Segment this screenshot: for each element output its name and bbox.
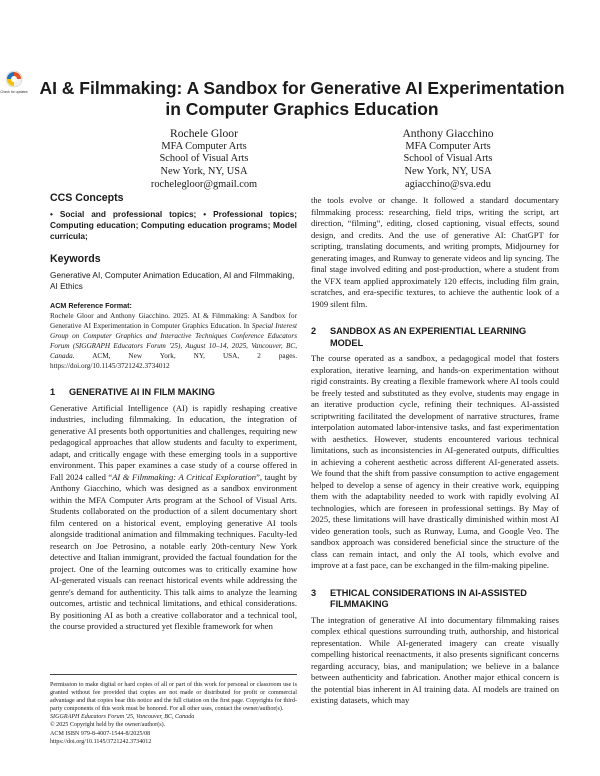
copyright-venue: SIGGRAPH Educators Forum '25, Vancouver, BC, Canada [50, 714, 195, 721]
course-title: AI & Filmmaking: A Critical Exploration [112, 471, 257, 482]
acm-ref-line2[interactable]: ACM, New York, NY, USA, 2 pages. https://doi.org/10.1145/3721242.3734012 [50, 352, 297, 371]
section-3-body: The integration of generative AI into documentary filmmaking raises complex ethical questions surrounding truth, authorship, and historical representation. While AI-generated imagery can create visually compelling historical reenactments, it also presents significant concerns regarding accuracy, bias, and manipulation; we believe in a balance between authenticity and fabrication. Another major ethical concern is the potential bias inherent in AI training data. AI models are trained on existing datasets, which may [311, 614, 559, 706]
badge-center [11, 76, 17, 82]
badge-label: Check for updates [0, 90, 28, 94]
keywords-text: Generative AI, Computer Animation Education, AI and Filmmaking, AI Ethics [50, 269, 295, 291]
paper-title: AI & Filmmaking: A Sandbox for Generative AI Experimentation in Computer Graphics Education [39, 78, 565, 119]
copyright-holder: © 2025 Copyright held by the owner/author(s). [50, 722, 166, 729]
author-email[interactable]: rochelegloor@gmail.com [150, 178, 258, 190]
section-title: SANDBOX AS AN EXPERIENTIAL LEARNING MODEL [330, 326, 527, 348]
section-number: 1 [50, 387, 56, 398]
acm-ref-line1: Rochele Gloor and Anthony Giacchino. 2025. AI & Filmmaking: A Sandbox for Generative AI Experimentation in Computer Graphics Education. In [50, 311, 297, 330]
copyright-block [50, 674, 297, 746]
author-location: New York, NY, USA [160, 166, 248, 178]
author-dept: MFA Computer Arts [405, 140, 491, 152]
s1-part1: Generative Artificial Intelligence (AI) is rapidly reshaping creative industries, including filmmaking. In education, the integration of generative AI presents both opportunities and challenges, requiring new pedagogical approaches that allow students and faculty to experiment, adapt, and critically engage with these emerging tools in a supportive environment. This paper examines a case study of a course offered in Fall 2024 called “ [50, 402, 297, 482]
section-2-body: The course operated as a sandbox, a pedagogical model that fosters exploration, iterative learning, and hands-on experimentation without rigid constraints. By creating a flexible framework where AI tools could be freely tested and substituted as they evolve, students may engage in an iterative production cycle, refining their techniques. AI-assisted scriptwriting facilitated the development of narrative structures, frame interpolation automated labor-intensive tasks, and fast experimentation with aesthetics. However, students encountered various technical limitations, such as inconsistencies in AI-generated outputs, difficulties in achieving a coherent aesthetic across different AI-generated assets. We found that the shift from passive consumption to active engagement helped to develop a sense of agency in their creative work, equipping them with the adaptability needed to work with rapidly evolving AI technologies, which are foreseen in professional settings. By May of 2025, these limitations will have drastically diminished within most AI video generation tools, such as Runway, Luma, and Google Veo. The sandbox approach was considered beneficial since the structure of the class can remain intact, and only the AI tools, which evolve and improve at a fast pace, can be exchanged in the film-making pipeline. [311, 353, 559, 571]
section-1-body [50, 403, 297, 633]
author-block-2 [338, 127, 558, 192]
author-location: New York, NY, USA [404, 166, 492, 178]
section-number: 3 [311, 587, 317, 598]
section-title: ETHICAL CONSIDERATIONS IN AI-ASSISTED FILMMAKING [330, 587, 527, 610]
s1-part2: ”, taught by Anthony Giacchino, which was designed as a sandbox environment within the MFA Computer Arts program at the School of Visual Arts. Students collaborated on the production of a silent documentary short film centered on a historical event, employing generative AI tools alongside traditional animation and filmmaking techniques. Faculty-led research on Joe Petrosino, a notable early 20th-century New York detective and Italian immigrant, provided the factual foundation for the project. One of the learning outcomes was to critically examine how AI-generated visuals can reenact historical events while addressing the genre's demand for authenticity. This talk aims to analyze the learning outcomes, artistic and technical limitations, and ethical considerations. By positioning AI as both a creative collaborator and a technical tool, the course provided a structured yet flexible framework for when [50, 471, 298, 632]
ccs-text: • Social and professional topics; • Professional topics; Computing education; Computing education programs; Model curricula; [50, 209, 297, 241]
section-heading-2 [311, 326, 559, 349]
keywords-heading: Keywords [50, 252, 101, 265]
author-org: School of Visual Arts [403, 153, 493, 165]
acm-ref-venue: Special Interest Group on Computer Graphics and Interactive Techniques Conference Educators Forum (SIGGRAPH Educators Forum '25), August 10–14, 2025, Vancouver, BC, Canada. [50, 321, 297, 360]
acm-ref-heading: ACM Reference Format: [50, 300, 132, 310]
section-title: GENERATIVE AI IN FILM MAKING [69, 387, 215, 398]
copyright-doi[interactable]: https://doi.org/10.1145/3721242.3734012 [50, 738, 152, 745]
section-number: 2 [311, 326, 317, 336]
check-for-updates-badge[interactable] [0, 70, 28, 100]
author-name: Rochele Gloor [170, 127, 238, 140]
author-block-1 [94, 127, 314, 192]
section-heading-3 [311, 588, 559, 611]
acm-reference [50, 301, 297, 372]
author-name: Anthony Giacchino [402, 127, 494, 140]
author-email[interactable]: agiacchino@sva.edu [404, 178, 492, 190]
section-heading-1 [50, 387, 297, 399]
left-column [50, 191, 297, 633]
copyright-isbn: ACM ISBN 979-8-4007-1544-8/2025/08 [50, 730, 151, 737]
permission-text: Permission to make digital or hard copies of all or part of this work for personal or classroom use is granted without fee provided that copies are not made or distributed for profit or commercial advantage and that copies bear this notice and the full citation on the first page. Copyrights for third-party components of this work must be honored. For all other uses, contact the owner/author(s). [50, 682, 297, 713]
right-column-continuation: the tools evolve or change. It followed a standard documentary filmmaking process: researching, field trips, writing the script, art direction, “filming”, editing, closed captioning, visual effects, sound design, and credits. And the use of generative AI: ChatGPT for scripting, translating documents, and writing prompts, Midjourney for generating images, and Runway to generate videos and lip syncing. The final stage involved editing and post-production, where a student from the VFX team applied approximately 120 effects, including film grain, scratches, and era-specific textures, to achieve the authentic look of a 1909 silent film. [311, 195, 559, 309]
author-dept: MFA Computer Arts [161, 140, 247, 152]
right-column [311, 195, 559, 707]
author-org: School of Visual Arts [159, 153, 249, 165]
ccs-heading: CCS Concepts [50, 192, 124, 204]
